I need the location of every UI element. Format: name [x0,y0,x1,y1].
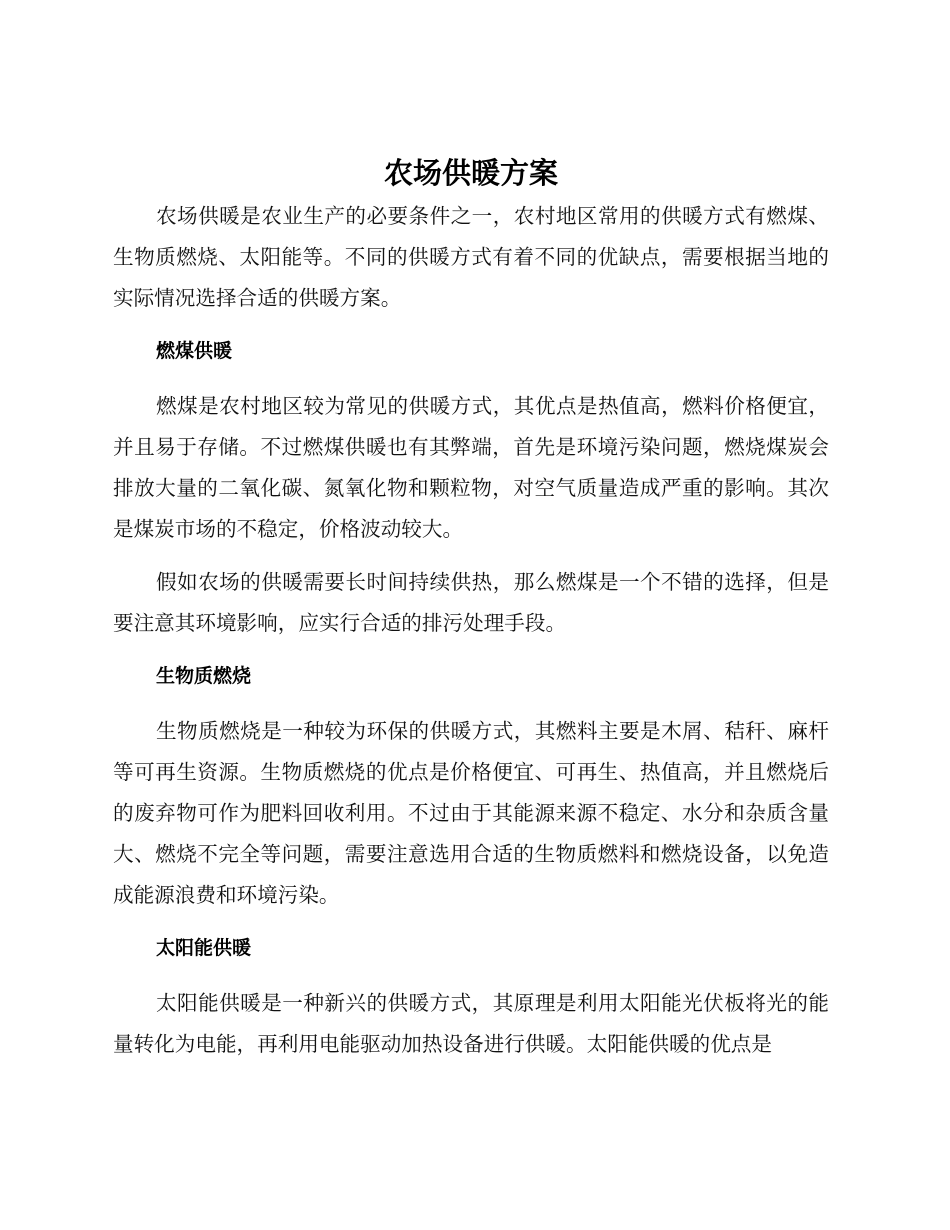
paragraph-biomass-1: 生物质燃烧是一种较为环保的供暖方式，其燃料主要是木屑、秸秆、麻杆等可再生资源。生物质燃烧的优点是价格便宜、可再生、热值高，并且燃烧后的废弃物可作为肥料回收利用。不过由于其能源来源不稳定、水分和杂质含量大、燃烧不完全等问题，需要注意选用合适的生物质燃料和燃烧设备，以免造成能源浪费和环境污染。 [113,719,829,907]
document-body [113,150,829,1077]
section-heading-solar: 太阳能供暖 [156,937,252,959]
paragraph-solar-1: 太阳能供暖是一种新兴的供暖方式，其原理是利用太阳能光伏板将光的能量转化为电能，再利用电能驱动加热设备进行供暖。太阳能供暖的优点是 [113,991,829,1056]
section-heading-biomass: 生物质燃烧 [156,665,252,687]
paragraph-coal-1: 燃煤是农村地区较为常见的供暖方式，其优点是热值高，燃料价格便宜，并且易于存储。不过燃煤供暖也有其弊端，首先是环境污染问题，燃烧煤炭会排放大量的二氧化碳、氮氧化物和颗粒物，对空气质量造成严重的影响。其次是煤炭市场的不稳定，价格波动较大。 [113,394,829,541]
intro-paragraph: 农场供暖是农业生产的必要条件之一，农村地区常用的供暖方式有燃煤、生物质燃烧、太阳能等。不同的供暖方式有着不同的优缺点，需要根据当地的实际情况选择合适的供暖方案。 [113,204,829,310]
paragraph-coal-2: 假如农场的供暖需要长时间持续供热，那么燃煤是一个不错的选择，但是要注意其环境影响，应实行合适的排污处理手段。 [113,570,829,635]
page-title: 农场供暖方案 [383,156,558,190]
section-heading-coal: 燃煤供暖 [156,340,233,362]
